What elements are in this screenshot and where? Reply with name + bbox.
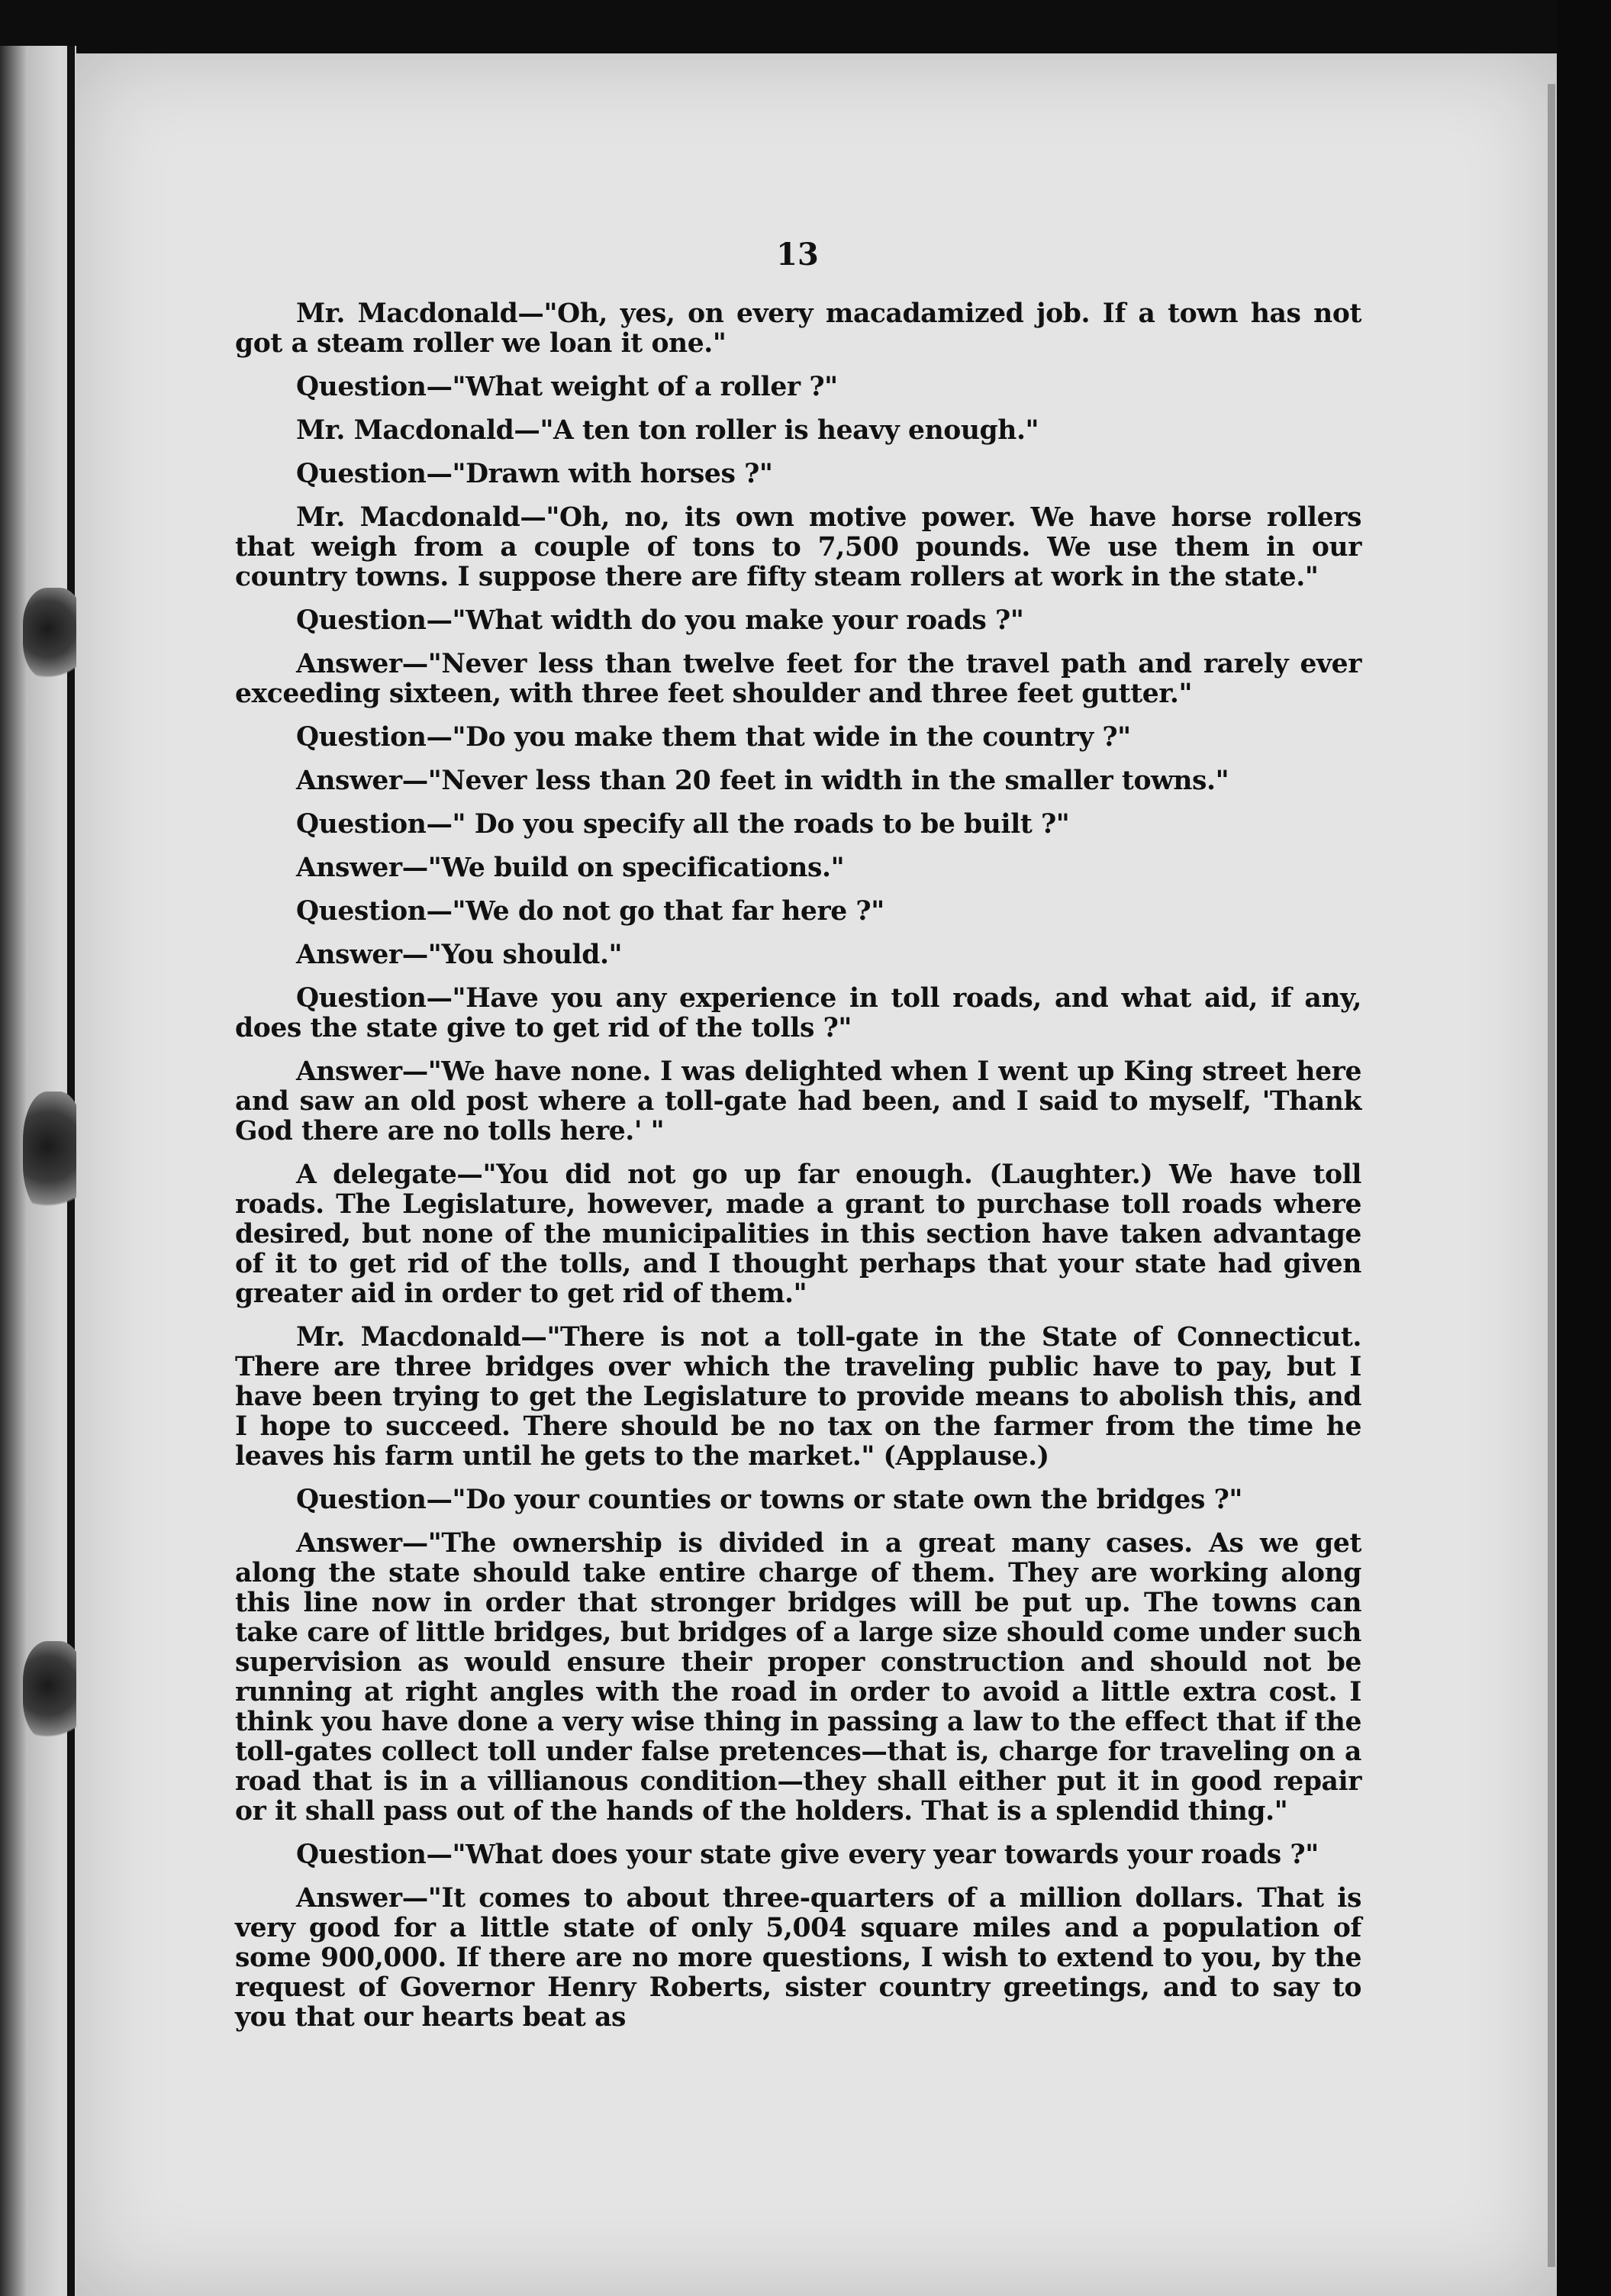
paragraph: Mr. Macdonald—"There is not a toll-gate in the State of Connecticut. There are three bridges over which the traveling public have to pay, but I have been trying to get the Legislature to provide means to abolish this, and I hope to succeed. There should be no tax on the farmer from the time he leaves his farm until he gets to the market." (Applause.) (235, 1322, 1361, 1472)
paragraph: Answer—"It comes to about three-quarters of a million dollars. That is very good for a little state of only 5,004 square miles and a population of some 900,000. If there are no more questions, I wish to extend to you, by the request of Governor Henry Roberts, sister country greetings, and to say to you that our hearts beat as (235, 1883, 1361, 2033)
paragraph: Question—"What weight of a roller ?" (296, 372, 838, 402)
paragraph: Answer—"You should." (296, 940, 623, 970)
paragraph: Question—"What does your state give every year towards your roads ?" (296, 1840, 1319, 1870)
binding-clip (23, 1092, 84, 1214)
paragraph: Answer—"We build on specifications." (296, 853, 845, 883)
scan-right-border (1557, 0, 1611, 2296)
paragraph: A delegate—"You did not go up far enough. (Laughter.) We have toll roads. The Legislature, however, made a grant to purchase toll roads where desired, but none of the municipalities in this section have taken advantage of it to get rid of the tolls, and I thought perhaps that your state had given greater aid in order to get rid of them." (235, 1159, 1361, 1309)
paragraph: Answer—"We have none. I was delighted when I went up King street here and saw an old post where a toll-gate had been, and I said to myself, 'Thank God there are no tolls here.' " (235, 1056, 1361, 1146)
page-edge (1548, 84, 1555, 2267)
paragraph: Mr. Macdonald—"Oh, no, its own motive power. We have horse rollers that weigh from a couple of tons to 7,500 pounds. We use them in our country towns. I suppose there are fifty steam rollers at work in the state." (235, 502, 1361, 592)
paragraph: Question—"Do your counties or towns or state own the bridges ?" (296, 1485, 1242, 1515)
paragraph: Question—" Do you specify all the roads to be built ?" (296, 809, 1070, 840)
paragraph: Answer—"Never less than twelve feet for the travel path and rarely ever exceeding sixteen, with three feet shoulder and three feet gutter." (235, 649, 1361, 709)
paragraph: Mr. Macdonald—"Oh, yes, on every macadamized job. If a town has not got a steam roller we loan it one." (235, 298, 1361, 359)
page-body (235, 299, 1361, 2033)
paragraph: Question—"Have you any experience in toll roads, and what aid, if any, does the state give to get rid of the tolls ?" (235, 983, 1361, 1043)
paragraph: Question—"Do you make them that wide in the country ?" (296, 722, 1131, 753)
paragraph: Answer—"Never less than 20 feet in width in the smaller towns." (296, 766, 1229, 796)
paragraph: Question—"Drawn with horses ?" (296, 459, 773, 489)
binding-clip (23, 1641, 84, 1740)
binding-clip (23, 588, 84, 679)
paragraph: Question—"We do not go that far here ?" (296, 896, 884, 927)
paragraph: Mr. Macdonald—"A ten ton roller is heavy enough." (296, 415, 1039, 446)
paragraph: Question—"What width do you make your roads ?" (296, 605, 1024, 636)
paragraph: Answer—"The ownership is divided in a great many cases. As we get along the state should take entire charge of them. They are working along this line now in order that stronger bridges will be put up. The towns can take care of little bridges, but bridges of a large size should come under such supervision as would ensure their proper construction and should not be running at right angles with the road in order to avoid a little extra cost. I think you have done a very wise thing in passing a law to the effect that if the toll-gates collect toll under false pretences—that is, charge for traveling on a road that is in a villianous condition—they shall either put it in good repair or it shall pass out of the hands of the holders. That is a splendid thing." (235, 1528, 1361, 1827)
page-number: 13 (776, 237, 819, 272)
